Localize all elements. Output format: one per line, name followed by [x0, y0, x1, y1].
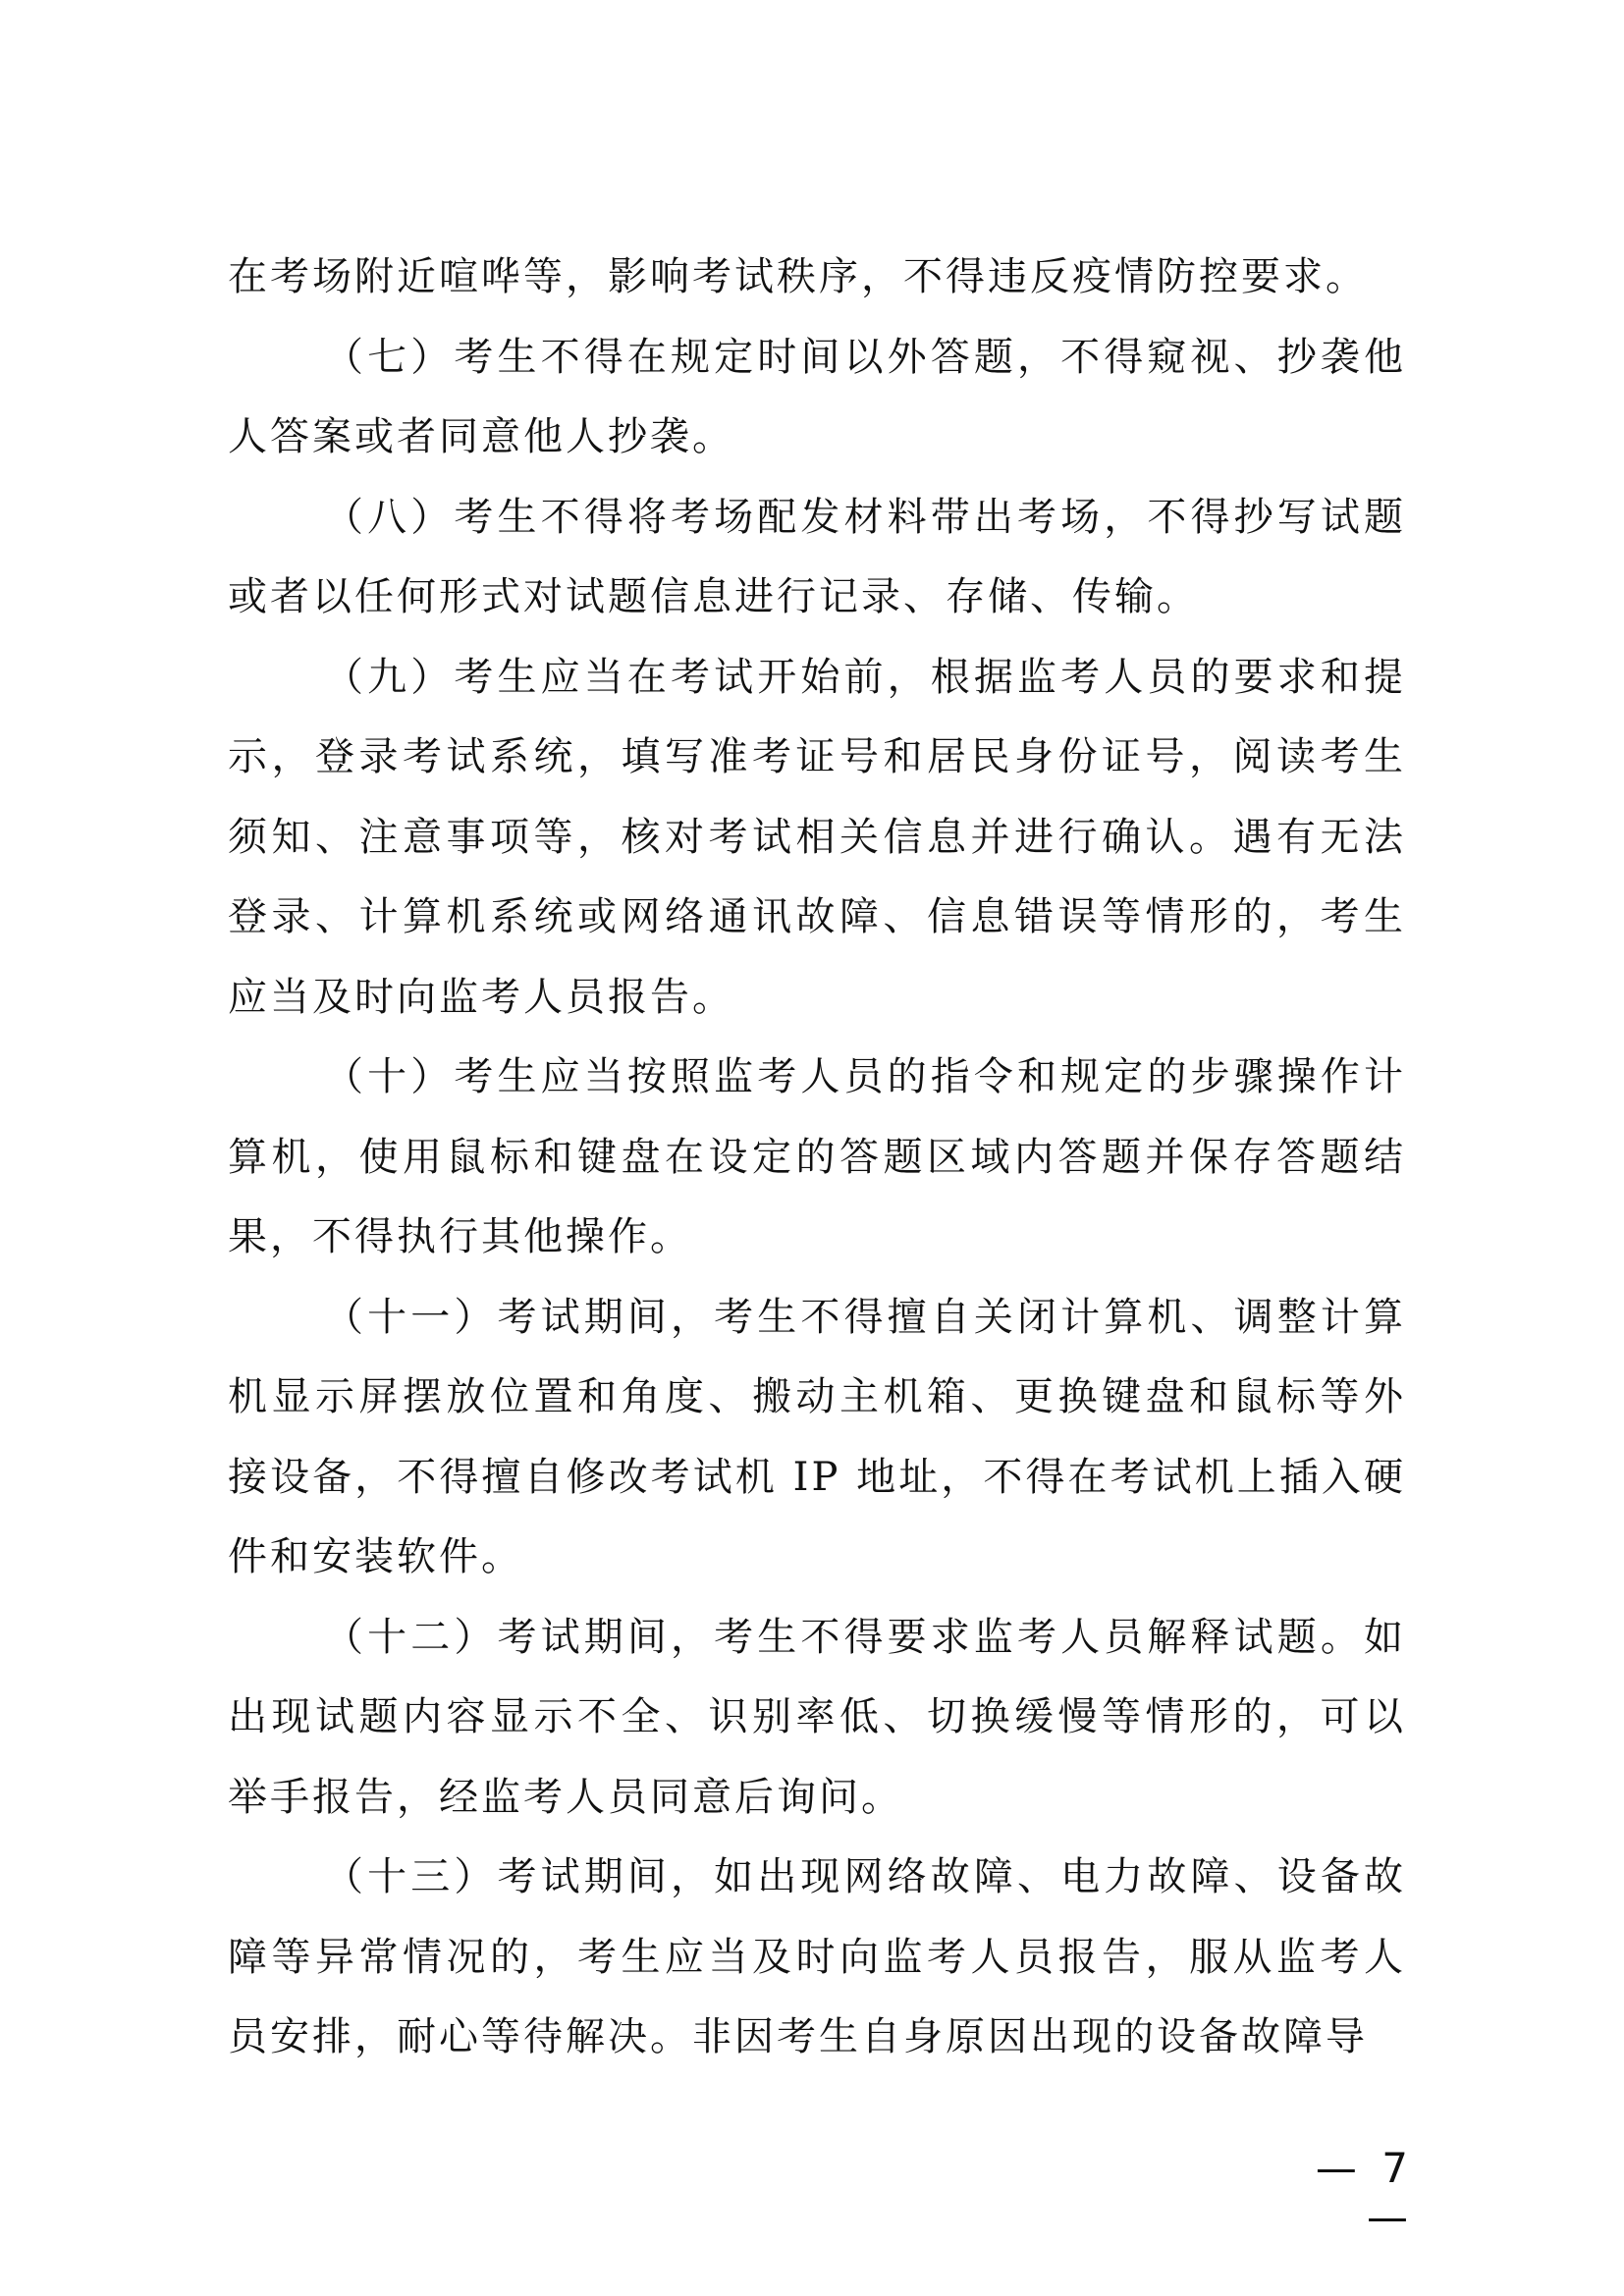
paragraph-item-8: （八）考生不得将考场配发材料带出考场，不得抄写试题或者以任何形式对试题信息进行记录、存储、传输。 — [228, 494, 1406, 619]
paragraph-item-13: （十三）考试期间，如出现网络故障、电力故障、设备故障等异常情况的，考生应当及时向监考人员报告，服从监考人员安排，耐心等待解决。非因考生自身原因出现的设备故障导 — [228, 1854, 1406, 2059]
paragraph-item-12: （十二）考试期间，考生不得要求监考人员解释试题。如出现试题内容显示不全、识别率低、切换缓慢等情形的，可以举手报告，经监考人员同意后询问。 — [228, 1614, 1406, 1820]
paragraph-item-7: （七）考生不得在规定时间以外答题，不得窥视、抄袭他人答案或者同意他人抄袭。 — [228, 334, 1406, 459]
paragraph-continued: 在考场附近喧哗等，影响考试秩序，不得违反疫情防控要求。 — [228, 254, 1368, 299]
paragraph-item-9: （九）考生应当在考试开始前，根据监考人员的要求和提示，登录考试系统，填写准考证号和居民身份证号，阅读考生须知、注意事项等，核对考试相关信息并进行确认。遇有无法登录、计算机系统或网络通讯故障、信息错误等情形的，考生应当及时向监考人员报告。 — [228, 654, 1406, 1020]
paragraph-item-10: （十）考生应当按照监考人员的指令和规定的步骤操作计算机，使用鼠标和键盘在设定的答题区域内答题并保存答题结果，不得执行其他操作。 — [228, 1054, 1406, 1259]
document-body — [228, 238, 1406, 2078]
paragraph-item-11: （十一）考试期间，考生不得擅自关闭计算机、调整计算机显示屏摆放位置和角度、搬动主机箱、更换键盘和鼠标等外接设备，不得擅自修改考试机 IP 地址，不得在考试机上插入硬件和安装软件。 — [228, 1294, 1406, 1579]
page-number: — 7 — — [1315, 2144, 1414, 2241]
